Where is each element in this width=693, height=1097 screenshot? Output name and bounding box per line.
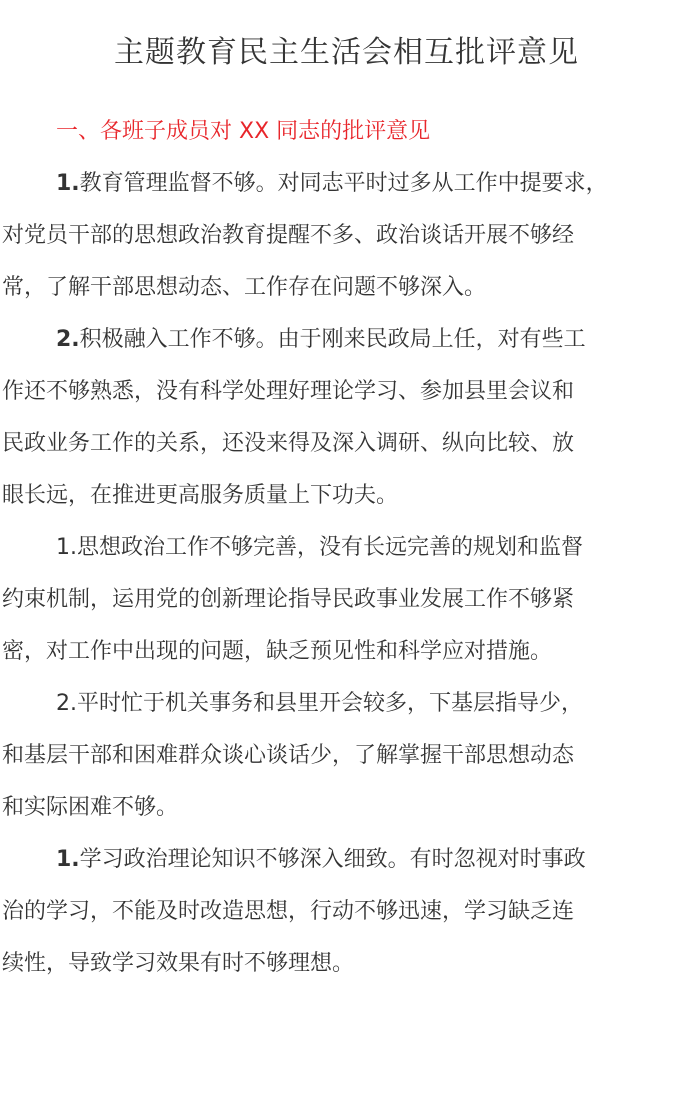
paragraph-number: 1. bbox=[56, 171, 80, 196]
paragraph-line: 续性，导致学习效果有时不够理想。 bbox=[2, 951, 355, 976]
paragraph-5 bbox=[2, 834, 688, 990]
paragraph-line bbox=[2, 522, 688, 574]
paragraph-line: 密，对工作中出现的问题，缺乏预见性和科学应对措施。 bbox=[2, 639, 553, 664]
section-heading: 一、各班子成员对 XX 同志的批评意见 bbox=[56, 119, 431, 144]
paragraph-line: 对党员干部的思想政治教育提醒不多、政治谈话开展不够经 bbox=[2, 223, 575, 248]
paragraph-text: 思想政治工作不够完善，没有长远完善的规划和监督 bbox=[77, 535, 584, 560]
paragraph-line: 治的学习，不能及时改造思想，行动不够迅速，学习缺乏连 bbox=[2, 899, 575, 924]
paragraph-4 bbox=[2, 678, 688, 834]
paragraph-line bbox=[2, 834, 688, 886]
paragraph-number: 1. bbox=[56, 847, 80, 872]
paragraph-line: 眼长远，在推进更高服务质量上下功夫。 bbox=[2, 483, 399, 508]
paragraph-text: 平时忙于机关事务和县里开会较多，下基层指导少， bbox=[77, 691, 584, 716]
paragraph-line: 和基层干部和困难群众谈心谈话少，了解掌握干部思想动态 bbox=[2, 743, 575, 768]
paragraph-1 bbox=[2, 158, 688, 314]
paragraph-line bbox=[2, 158, 688, 210]
paragraph-2 bbox=[2, 314, 688, 522]
paragraph-line: 和实际困难不够。 bbox=[2, 795, 179, 820]
document-title: 主题教育民主生活会相互批评意见 bbox=[114, 35, 579, 70]
paragraph-number: 2. bbox=[56, 327, 80, 352]
paragraph-line: 约束机制，运用党的创新理论指导民政事业发展工作不够紧 bbox=[2, 587, 575, 612]
paragraph-line: 作还不够熟悉，没有科学处理好理论学习、参加县里会议和 bbox=[2, 379, 575, 404]
paragraph-text: 积极融入工作不够。由于刚来民政局上任，对有些工 bbox=[79, 327, 586, 352]
paragraph-line bbox=[2, 314, 688, 366]
paragraph-line: 民政业务工作的关系，还没来得及深入调研、纵向比较、放 bbox=[2, 431, 575, 456]
paragraph-number: 1. bbox=[56, 535, 77, 560]
paragraph-text: 教育管理监督不够。对同志平时过多从工作中提要求， bbox=[79, 171, 608, 196]
paragraph-3 bbox=[2, 522, 688, 678]
paragraph-number: 2. bbox=[56, 691, 77, 716]
paragraph-line: 常，了解干部思想动态、工作存在问题不够深入。 bbox=[2, 275, 487, 300]
paragraph-text: 学习政治理论知识不够深入细致。有时忽视对时事政 bbox=[79, 847, 586, 872]
paragraph-line bbox=[2, 678, 688, 730]
